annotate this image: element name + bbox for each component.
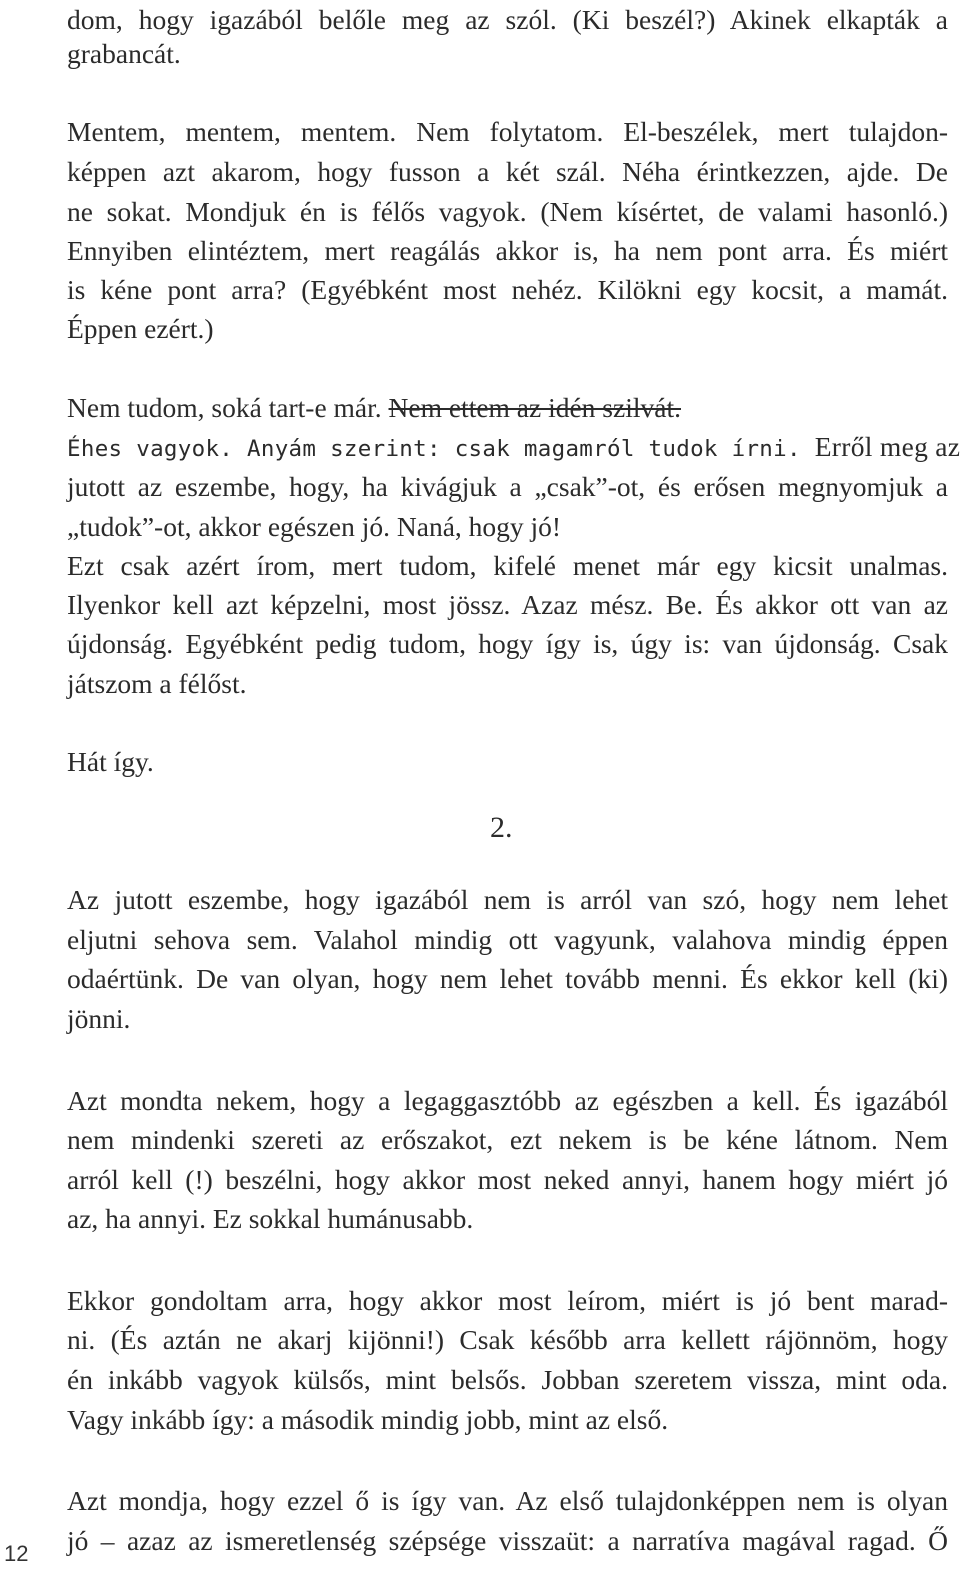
text-line: Azt mondta nekem, hogy a legaggasztóbb az egészben a kell. És igazából — [67, 1085, 948, 1116]
typewriter-text: Éhes vagyok. Anyám szerint: csak magamról tudok írni. — [67, 436, 815, 462]
struck-out-text: Nem ettem az idén szilvát. — [388, 392, 681, 423]
text-run: Nem tudom, soká tart-e már. — [67, 392, 389, 423]
text-line: játszom a félőst. — [67, 668, 247, 699]
text-line: képpen azt akarom, hogy fusson a két szál. Néha érintkezzen, ajde. De — [67, 156, 948, 187]
text-line: az, ha annyi. Ez sokkal humánusabb. — [67, 1203, 474, 1234]
text-line: Ilyenkor kell azt képzelni, most jössz. Azaz mész. Be. És akkor ott van az — [67, 589, 948, 620]
text-line: ne sokat. Mondjuk én is félős vagyok. (Nem kísértet, de valami hasonló.) — [67, 196, 948, 227]
text-line: Az jutott eszembe, hogy igazából nem is arról van szó, hogy nem lehet — [67, 884, 948, 915]
typewriter-line — [67, 427, 960, 469]
text-line — [67, 388, 948, 428]
text-line: odaértünk. De van olyan, hogy nem lehet tovább menni. És ekkor kell (ki) — [67, 963, 948, 994]
text-line: is kéne pont arra? (Egyébként most nehéz. Kilökni egy kocsit, a mamát. — [67, 274, 948, 305]
text-line: jó – azaz az ismeretlenség szépsége visszaüt: a narratíva magával ragad. Ő — [67, 1525, 948, 1556]
text-line: Hát így. — [67, 746, 154, 777]
text-line: jutott az eszembe, hogy, ha kivágjuk a „csak”-ot, és erősen megnyomjuk a — [67, 471, 948, 502]
text-line: újdonság. Egyébként pedig tudom, hogy így is, úgy is: van újdonság. Csak — [67, 628, 948, 659]
text-line: ni. (És aztán ne akarj kijönni!) Csak később arra kellett rájönnöm, hogy — [67, 1324, 948, 1355]
text-line: „tudok”-ot, akkor egészen jó. Naná, hogy jó! — [67, 511, 562, 542]
page-number: 12 — [4, 1541, 29, 1566]
text-line: Mentem, mentem, mentem. Nem folytatom. El-beszélek, mert tulajdon- — [67, 116, 948, 147]
text-line: Ezt csak azért írom, mert tudom, kifelé menet már egy kicsit unalmas. — [67, 550, 948, 581]
text-line: grabancát. — [67, 38, 181, 69]
text-line: Éppen ezért.) — [67, 313, 214, 344]
section-number: 2. — [490, 811, 513, 844]
text-line: Vagy inkább így: a második mindig jobb, mint az első. — [67, 1404, 669, 1435]
text-run: Erről meg az — [814, 431, 960, 462]
text-line: én inkább vagyok külsős, mint belsős. Jobban szeretem vissza, mint oda. — [67, 1364, 948, 1395]
text-line: Ekkor gondoltam arra, hogy akkor most leírom, miért is jó bent marad- — [67, 1285, 948, 1316]
text-line: eljutni sehova sem. Valahol mindig ott vagyunk, valahova mindig éppen — [67, 924, 948, 955]
text-line: Azt mondja, hogy ezzel ő is így van. Az első tulajdonképpen nem is olyan — [67, 1485, 948, 1516]
text-line: dom, hogy igazából belőle meg az szól. (Ki beszél?) Akinek elkapták a — [67, 4, 948, 35]
text-line: nem mindenki szereti az erőszakot, ezt nekem is be kéne látnom. Nem — [67, 1124, 948, 1155]
text-line: arról kell (!) beszélni, hogy akkor most neked annyi, hanem hogy miért jó — [67, 1164, 948, 1195]
text-line: Ennyiben elintéztem, mert reagálás akkor is, ha nem pont arra. És miért — [67, 235, 948, 266]
text-line: jönni. — [67, 1003, 131, 1034]
